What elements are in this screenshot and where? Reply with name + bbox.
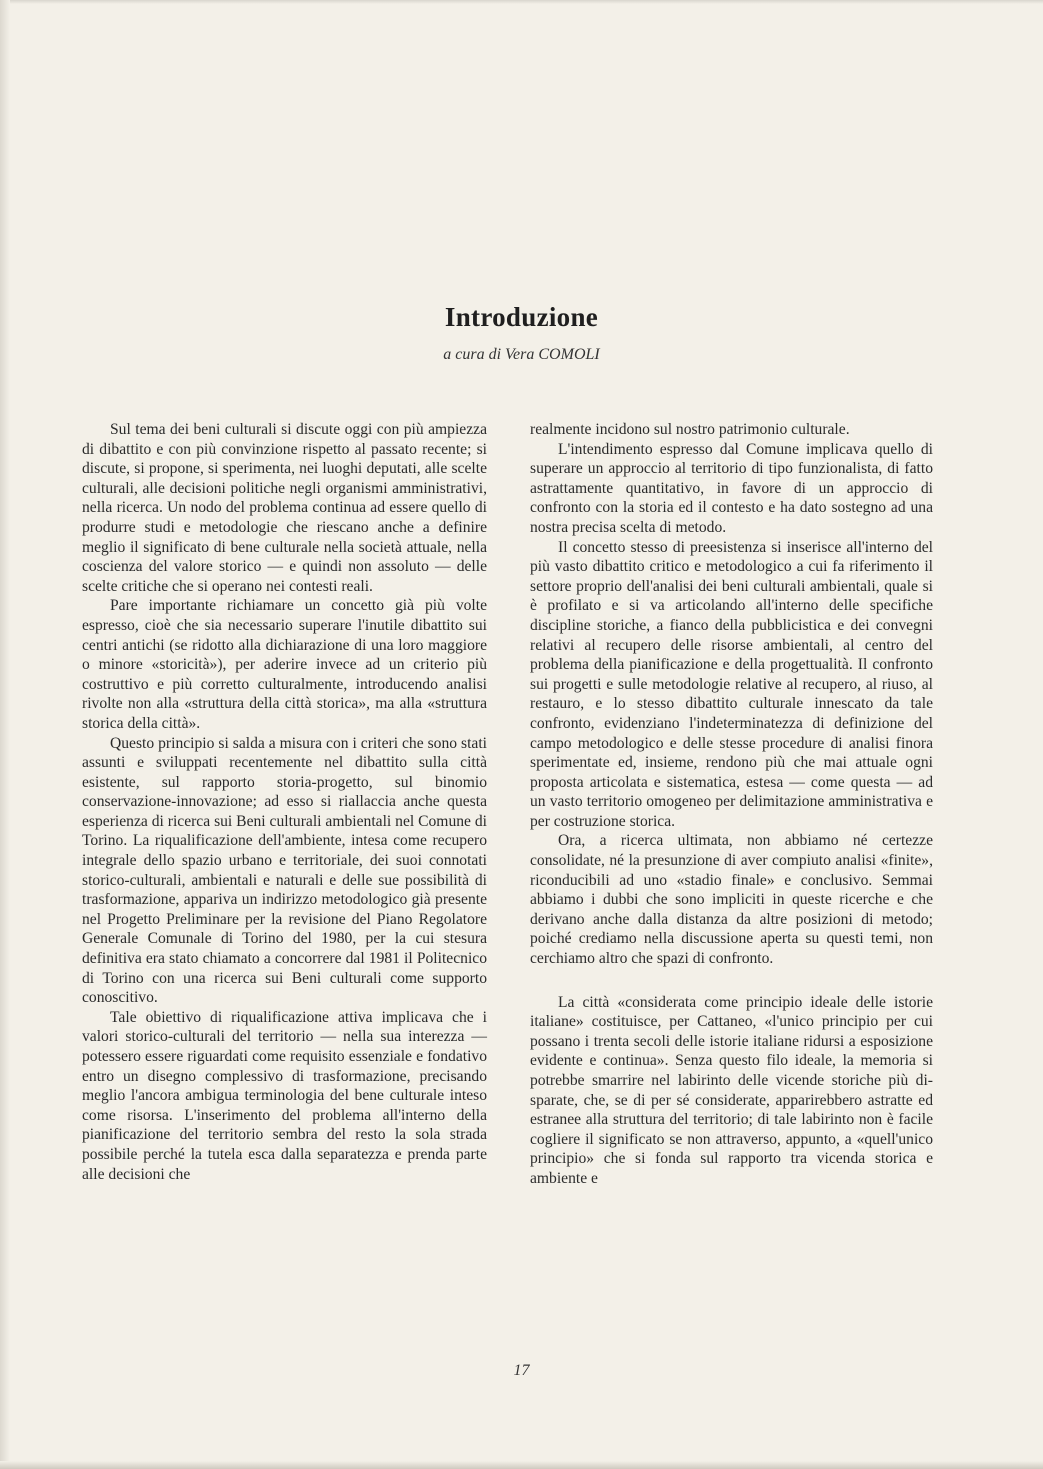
left-column: [82, 420, 487, 1184]
page-top-edge: [0, 0, 1043, 4]
paragraph: La città «considerata come principio ideale delle istorie italiane» costituisce, per Cattaneo, «l'unico principio per cui possano i trenta secoli delle istorie italiane ridursi a esposizione evidente e continua». Senza questo filo ideale, la memoria si potrebbe smarrire nel labirinto delle vicende storiche più disparate, che, se di per sé considerate, apparirebbero astratte ed estranee alla struttura del territorio; di tale labirinto non è facile cogliere il significato se non attraverso, appunto, a «quell'unico principio» che si fonda sul rapporto tra vicenda storica e ambiente e: [530, 993, 933, 1187]
paragraph: realmente incidono sul nostro patrimonio culturale.: [530, 421, 850, 438]
right-column: [530, 420, 933, 1189]
paragraph: L'intendimento espresso dal Comune implicava quello di superare un approccio al territorio di tipo funzionalista, di fatto astrattamente quantitativo, in favore di un approccio di confronto con la storia ed il contesto e ha dato sostegno ad una nostra precisa scelta di metodo.: [530, 440, 933, 536]
page-number: 17: [513, 1362, 530, 1379]
paragraph: Questo principio si salda a misura con i criteri che sono stati assunti e sviluppati recentemente nel dibattito sulla città esistente, sul rapporto storia-progetto, sul binomio conservazione-innovazione; ad esso si riallaccia anche questa esperienza di ricerca sui Beni culturali ambientali nel Comune di Torino. La riqualificazione dell'ambiente, intesa come recupero integrale dello spazio urbano e territoriale, dei suoi connotati storico-culturali, ambientali e naturali e delle sue possibilità di trasformazione, appariva un indirizzo metodologico già presente nel Progetto Preliminare per la revisione del Piano Regolatore Generale Comunale di Torino del 1980, per la cui stesura definitiva era stato chiamato a concorrere dal 1981 il Politecnico di Torino con una ricerca sui Beni culturali come supporto conoscitivo.: [82, 734, 487, 1007]
page-bottom-edge: [0, 1461, 1043, 1469]
page-title: Introduzione: [444, 302, 599, 332]
paragraph: Pare importante richiamare un concetto già più volte espresso, cioè che sia necessario superare l'inutile dibattito sui centri antichi (se ridotto alla dichiarazione di una loro maggiore o minore «storicità»), per aderire invece ad un criterio più costruttivo e più corretto culturalmente, introducendo analisi rivolte non alla «struttura della città storica», ma alla «struttura storica della città».: [82, 597, 487, 732]
page-binding-edge: [0, 0, 10, 1469]
paragraph: Tale obiettivo di riqualificazione attiva implicava che i valori storico-culturali del territorio — nella sua interezza — potessero essere riguardati come requisito essenziale e fondativo entro un disegno complessivo di trasformazione, precisando meglio l'ancora ambigua terminologia del bene culturale inteso come risorsa. L'inserimento del problema all'interno della pianificazione del territorio sembra del resto la sola strada possibile perché la tutela esca dalla separatezza e prenda parte alle decisioni che: [82, 1008, 487, 1183]
paragraph: Sul tema dei beni culturali si discute oggi con più ampiezza di dibattito e con più convinzione rispetto al passato recente; si discute, si propone, si sperimenta, nei luoghi deputati, alle scelte culturali, alle decisioni politiche negli organismi amministrativi, nella ricerca. Un nodo del problema continua ad essere quello di produrre studi e metodologie che riescano anche a definire meglio il significato di bene culturale nella società attuale, nella coscienza del valore storico — e quindi non assoluto — delle scelte critiche che si operano nei contesti reali.: [82, 421, 487, 595]
paragraph: Il concetto stesso di preesistenza si inserisce all'interno del più vasto dibattito critico e metodologico a cui fa riferimento il settore proprio dell'analisi dei beni culturali ambientali, quale si è profilato e si va articolando all'interno delle specifiche discipline storiche, a fianco della pubblicistica e dei convegni relativi al recupero delle risorse ambientali, al centro del problema della pianificazione e della progettualità. Il confronto sui progetti e sulle metodologie relative al recupero, al riuso, al restauro, e lo stesso dibattito culturale innescato da tale confronto, evidenziano l'indeterminatezza di definizione del campo metodologico e delle stesse procedure di analisi finora sperimentate ed, insieme, rendono più che mai attuale ogni proposta articolata e sistematica, estesa — come questa — ad un vasto territorio omogeneo per delimitazione amministrativa e per costruzione storica.: [530, 538, 933, 830]
byline: a cura di Vera COMOLI: [443, 346, 600, 363]
paragraph: Ora, a ricerca ultimata, non abbiamo né certezze consolidate, né la presunzione di aver compiuto analisi «finite», riconducibili ad uno «stadio finale» e conclusivo. Semmai abbiamo i dubbi che sono impliciti in queste ricerche e che derivano anche dalla distanza da altre posizioni di metodo; poiché crediamo nella discussione aperta su questi temi, non cerchiamo altro che spazi di confronto.: [530, 832, 933, 968]
